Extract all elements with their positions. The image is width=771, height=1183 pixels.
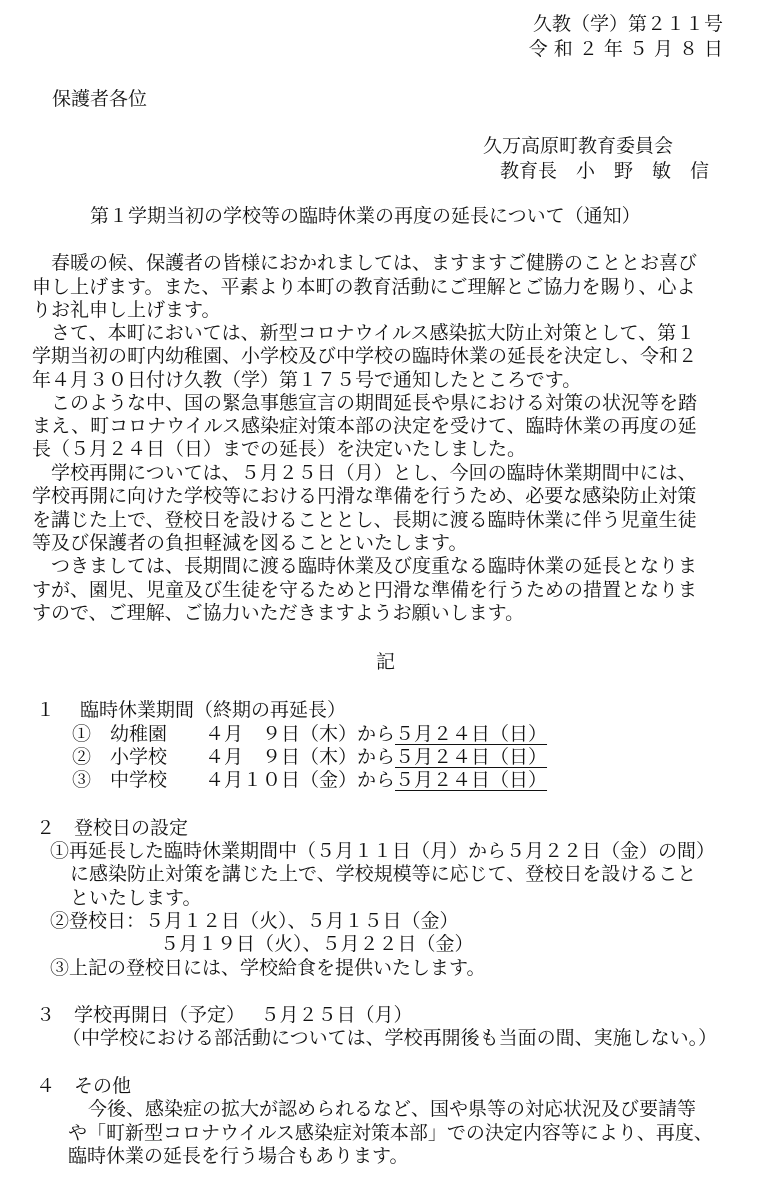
body-line: 学期当初の町内幼稚園、小学校及び中学校の臨時休業の延長を決定し、令和２ bbox=[32, 345, 698, 367]
closure-row-lead: ③ 中学校 ４月１０日（金）から bbox=[72, 769, 396, 791]
body-line: 年４月３０日付け久教（学）第１７５号で通知したところです。 bbox=[32, 369, 582, 391]
body-line: すが、園児、児童及び生徒を守るためと円滑な準備を行うための措置となりま bbox=[32, 579, 698, 601]
body-line: りお礼申し上げます。 bbox=[32, 299, 221, 321]
section-heading: １ 臨時休業期間（終期の再延長） bbox=[36, 699, 347, 721]
document-title: 第１学期当初の学校等の臨時休業の再度の延長について（通知） bbox=[90, 205, 641, 227]
body-line: すので、ご理解、ご協力いただきますようお願いします。 bbox=[32, 602, 525, 624]
body-line: 春暖の候、保護者の皆様におかれましては、ますますご健勝のこととお喜び bbox=[32, 252, 698, 274]
section-note: （中学校における部活動については、学校再開後も当面の間、実施しない。） bbox=[62, 1027, 718, 1049]
addressee: 保護者各位 bbox=[52, 88, 148, 110]
document-number: 久教（学）第２１１号 bbox=[532, 13, 723, 35]
closure-row-lead: ① 幼稚園 ４月 ９日（木）から bbox=[72, 723, 396, 745]
body-line: このような中、国の緊急事態宣言の期間延長や県における対策の状況等を踏 bbox=[32, 392, 698, 414]
document-date: 令 和 ２ 年 ５ 月 ８ 日 bbox=[528, 38, 723, 60]
body-line: さて、本町においては、新型コロナウイルス感染拡大防止対策として、第１ bbox=[32, 322, 696, 344]
closure-row bbox=[72, 768, 547, 792]
body-line: 学校再開に向けた学校等における円滑な準備を行うため、必要な感染防止対策 bbox=[32, 485, 697, 507]
body-line: を講じた上で、登校日を設けることとし、長期に渡る臨時休業に伴う児童生徒 bbox=[32, 509, 697, 531]
body-line: まえ、町コロナウイルス感染症対策本部の決定を受けて、臨時休業の再度の延 bbox=[32, 415, 697, 437]
sender-organization: 久万高原町教育委員会 bbox=[483, 135, 674, 157]
body-line: 学校再開については、５月２５日（月）とし、今回の臨時休業期間中には、 bbox=[32, 462, 697, 484]
section-line: に感染防止対策を講じた上で、学校規模等に応じて、登校日を設けること bbox=[70, 863, 697, 885]
section-heading: ３ 学校再開日（予定） ５月２５日（月） bbox=[36, 1004, 413, 1026]
section-line: ①再延長した臨時休業期間中（５月１１日（月）から５月２２日（金）の間） bbox=[50, 840, 716, 862]
section-line: 臨時休業の延長を行う場合もあります。 bbox=[68, 1145, 409, 1167]
closure-end-date: ５月２４日（日） bbox=[395, 769, 548, 791]
body-line: 申し上げます。また、平素より本町の教育活動にご理解とご協力を賜り、心よ bbox=[32, 276, 696, 298]
closure-row bbox=[72, 722, 547, 746]
section-heading: ２ 登校日の設定 bbox=[36, 817, 189, 839]
section-line: といたします。 bbox=[70, 887, 202, 909]
body-line: 長（５月２４日（日）までの延長）を決定いたしました。 bbox=[32, 438, 527, 460]
section-line: 今後、感染症の拡大が認められるなど、国や県等の対応状況及び要請等 bbox=[88, 1098, 697, 1120]
closure-row-lead: ② 小学校 ４月 ９日（木）から bbox=[72, 746, 396, 768]
section-heading: ４ その他 bbox=[36, 1075, 132, 1097]
closure-end-date: ５月２４日（日） bbox=[395, 746, 548, 768]
body-line: 等及び保護者の負担軽減を図ることといたします。 bbox=[32, 532, 468, 554]
closure-row bbox=[72, 745, 547, 769]
section-line: ③上記の登校日には、学校給食を提供いたします。 bbox=[50, 957, 486, 979]
closure-end-date: ５月２４日（日） bbox=[395, 723, 548, 745]
section-line: ５月１９日（火）、５月２２日（金） bbox=[160, 933, 474, 955]
ki-marker: 記 bbox=[376, 651, 396, 673]
section-line: ②登校日：５月１２日（火）、５月１５日（金） bbox=[50, 910, 459, 932]
body-line: つきましては、長期間に渡る臨時休業及び度重なる臨時休業の延長となりま bbox=[32, 555, 698, 577]
section-line: や「町新型コロナウイルス感染症対策本部」での決定内容等により、再度、 bbox=[68, 1122, 713, 1144]
sender-name: 教育長 小 野 敏 信 bbox=[500, 160, 710, 182]
